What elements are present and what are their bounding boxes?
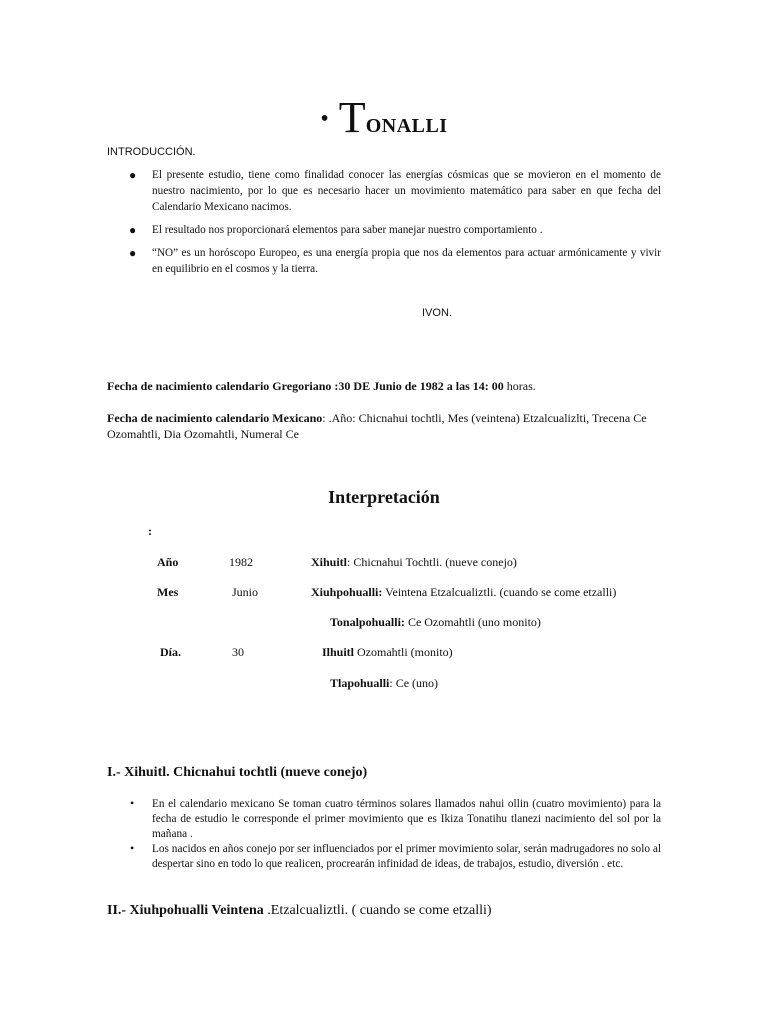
interpretation-heading: Interpretación: [328, 487, 440, 507]
row-desc: Ozomahtli (monito): [354, 645, 453, 659]
bullet-icon: ●: [129, 223, 137, 237]
row-desc: Ce Ozomahtli (uno monito): [404, 615, 541, 629]
bullet-icon: ●: [129, 168, 137, 182]
gregorian-label: Fecha de nacimiento calendario Gregoriano :30 DE Junio de 1982 a las 14: 00: [107, 379, 504, 393]
section-1-bullet-text: En el calendario mexicano Se toman cuatro términos solares llamados nahui ollin (cuatro movimiento) para la fecha de estudio le corresponde el primer movimiento que es Ikiza Tonatihu tlanezi nacimiento del sol por la mañana .: [152, 798, 661, 840]
section-2-heading-rest: .Etzalcualiztli. ( cuando se come etzalli): [263, 903, 492, 918]
list-item: [127, 245, 661, 277]
bullet-icon: ●: [129, 246, 137, 260]
mexican-label: Fecha de nacimiento calendario Mexicano: [107, 411, 323, 425]
row-label-ano: Año: [157, 555, 179, 569]
intro-heading: INTRODUCCIÓN.: [107, 146, 196, 158]
intro-bullet-text: El resultado nos proporcionará elementos para saber manejar nuestro comportamiento .: [152, 224, 543, 236]
mexican-birth-date: [107, 410, 667, 442]
gregorian-birth-date: [107, 378, 667, 394]
row-desc-xihuitl: [311, 555, 517, 570]
section-1-bullet-list: [130, 797, 661, 872]
row-desc-tonalpohualli: [330, 615, 541, 630]
bullet-icon: •: [130, 796, 135, 810]
section-1-heading: I.- Xihuitl. Chicnahui tochtli (nueve conejo): [107, 765, 368, 780]
intro-bullet-text: “NO” es un horóscopo Europeo, es una energía propia que nos da elementos para actuar armónicamente y vivir en equilibrio en el cosmos y la tierra.: [152, 247, 661, 275]
row-desc-tlapohualli: [330, 676, 438, 691]
intro-bullet-text: El presente estudio, tiene como finalidad conocer las energías cósmicas que se movieron en el momento de nuestro nacimiento, por lo que es necesario hacer un movimiento matemático para saber en que fecha del Calendario Mexicano nacimos.: [152, 169, 661, 213]
title-bullet: •: [320, 106, 329, 132]
row-term: Xiuhpohualli:: [311, 585, 383, 599]
bullet-icon: •: [130, 841, 135, 855]
section-2-heading-bold: II.- Xiuhpohualli Veintena: [107, 903, 264, 918]
title-initial: T: [338, 93, 366, 142]
row-value-mes: Junio: [232, 585, 259, 599]
row-term: Tonalpohualli:: [330, 615, 405, 629]
gregorian-suffix: horas.: [503, 379, 536, 393]
row-desc: Veintena Etzalcualiztli. (cuando se come etzalli): [382, 585, 617, 599]
title-rest: ONALLI: [365, 115, 448, 137]
section-1-bullet-text: Los nacidos en años conejo por ser influenciados por el primer movimiento solar, serán madrugadores no solo al despertar sino en todo lo que realicen, procrearán infinidad de ideas, de trabajos, estudio, diversión . etc.: [152, 843, 661, 870]
mexican-text: : .Año: Chicnahui tochtli, Mes (veintena) Etzalcualizlti, Trecena Ce Ozomahtli, Dia Ozomahtli, Numeral Ce: [107, 411, 647, 441]
row-term: Tlapohualli: [330, 676, 390, 690]
row-desc-ilhuitl: [322, 645, 453, 660]
row-term: Ilhuitl: [322, 645, 355, 659]
list-item: [130, 797, 661, 842]
row-desc-xiuhpohualli: [311, 585, 616, 600]
document-title: [0, 92, 768, 143]
row-label-mes: Mes: [157, 585, 179, 599]
interpretation-colon: :: [148, 524, 152, 538]
list-item: [127, 167, 661, 215]
row-value-ano: 1982: [229, 555, 253, 569]
intro-bullet-list: [127, 167, 661, 284]
row-term: Xihuitl: [311, 555, 348, 569]
row-desc: : Chicnahui Tochtli. (nueve conejo): [347, 555, 517, 569]
row-desc: : Ce (uno): [389, 676, 439, 690]
section-2-heading: [107, 903, 492, 919]
signature: IVON.: [422, 307, 452, 319]
row-value-dia: 30: [232, 645, 244, 659]
row-label-dia: Día.: [160, 645, 181, 659]
list-item: [130, 842, 661, 872]
list-item: [127, 222, 661, 238]
